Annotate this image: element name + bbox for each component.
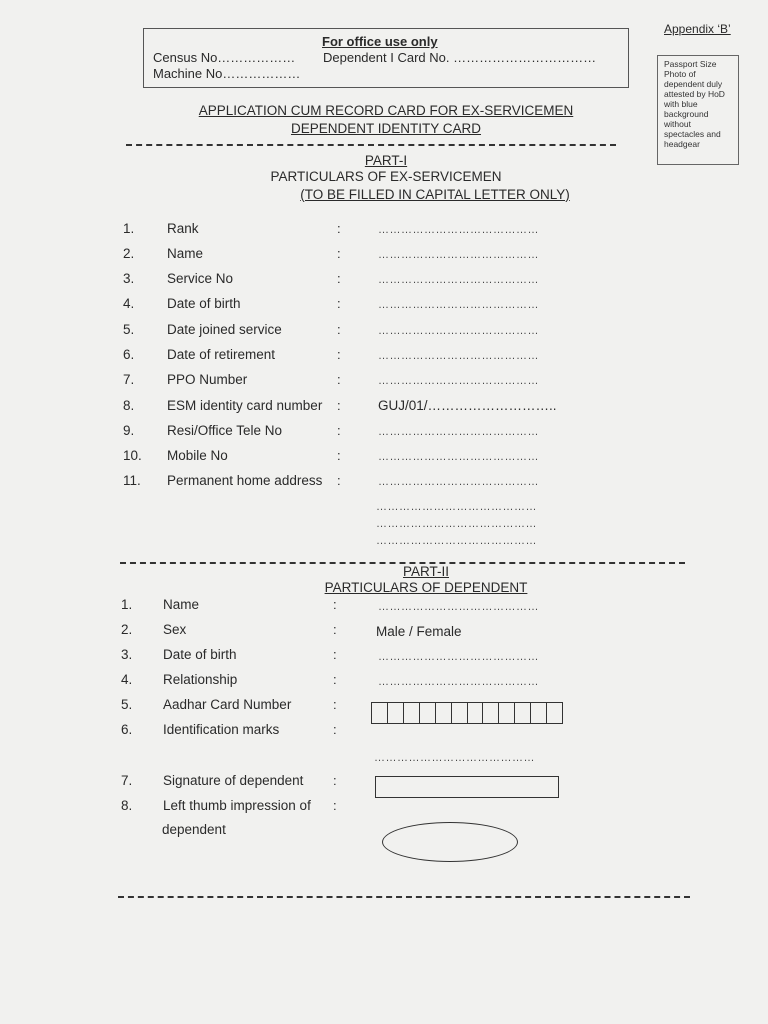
part1-row-value[interactable]: ……………………………………	[378, 224, 539, 236]
part2-row-label: Name	[163, 597, 200, 612]
thumb-impression-oval[interactable]	[382, 822, 518, 862]
part2-row-label: Sex	[163, 622, 187, 637]
part1-row-value[interactable]: ……………………………………	[378, 350, 539, 362]
part1-row-value[interactable]: ……………………………………	[378, 476, 539, 488]
part1-row-number: 3.	[123, 271, 135, 286]
part2-row-number: 6.	[121, 722, 133, 737]
divider	[126, 144, 616, 146]
colon: :	[337, 372, 341, 387]
part2-row-label: Relationship	[163, 672, 238, 687]
address-line-3: ……………………………………	[376, 518, 537, 530]
aadhar-number-boxes[interactable]	[371, 702, 563, 724]
colon: :	[333, 597, 337, 612]
part1-row-label: Permanent home address	[167, 473, 323, 488]
part2-row-value[interactable]: Male / Female	[376, 624, 462, 639]
part2-row-number: 7.	[121, 773, 133, 788]
signature-box[interactable]	[375, 776, 559, 798]
colon: :	[333, 622, 337, 637]
address-line-2: ……………………………………	[376, 501, 537, 513]
part2-row-label: Left thumb impression of	[163, 798, 311, 813]
colon: :	[337, 246, 341, 261]
part1-row-label: Resi/Office Tele No	[167, 423, 283, 438]
part1-row-number: 7.	[123, 372, 135, 387]
dependent-card-no-field: Dependent I Card No. ……………………………	[323, 50, 597, 65]
address-line-4: ……………………………………	[376, 535, 537, 547]
part2-row-number: 5.	[121, 697, 133, 712]
part1-row-label: Date of retirement	[167, 347, 276, 362]
form-title-line1: APPLICATION CUM RECORD CARD FOR EX-SERVICEMEN	[198, 103, 574, 118]
part1-row-number: 1.	[123, 221, 135, 236]
part1-row-number: 9.	[123, 423, 135, 438]
machine-no-field: Machine No………………	[153, 66, 301, 81]
thumb-label-continued: dependent	[162, 822, 226, 837]
colon: :	[333, 647, 337, 662]
part1-row-value[interactable]: ……………………………………	[378, 274, 539, 286]
photo-instructions: Passport Size Photo of dependent duly attested by HoD with blue background without spectacles and headgear	[664, 59, 725, 149]
part2-row-value[interactable]: ……………………………………	[378, 601, 539, 613]
part1-row-number: 5.	[123, 322, 135, 337]
appendix-label: Appendix ‘B’	[664, 22, 731, 36]
part1-row-label: Date of birth	[167, 296, 241, 311]
part2-subheading: PARTICULARS OF DEPENDENT	[324, 580, 528, 595]
part2-row-label: Aadhar Card Number	[163, 697, 292, 712]
part1-row-label: Name	[167, 246, 204, 261]
identification-marks-line: ……………………………………	[374, 752, 535, 764]
part1-row-value[interactable]: ……………………………………	[378, 426, 539, 438]
part1-heading: PART-I	[364, 153, 408, 168]
part1-row-value[interactable]: ……………………………………	[378, 325, 539, 337]
part1-note: (TO BE FILLED IN CAPITAL LETTER ONLY)	[300, 187, 570, 202]
part1-row-number: 10.	[123, 448, 142, 463]
part2-heading: PART-II	[402, 564, 449, 579]
passport-photo-box	[657, 55, 739, 165]
colon: :	[337, 448, 341, 463]
part1-row-number: 6.	[123, 347, 135, 362]
part1-row-label: Rank	[167, 221, 199, 236]
part2-row-number: 3.	[121, 647, 133, 662]
part1-row-number: 8.	[123, 398, 135, 413]
part2-row-label: Identification marks	[163, 722, 280, 737]
part2-row-number: 1.	[121, 597, 133, 612]
part1-row-value[interactable]: GUJ/01/………………………..	[378, 398, 557, 413]
part1-row-number: 4.	[123, 296, 135, 311]
form-title-line2: DEPENDENT IDENTITY CARD	[290, 121, 482, 136]
colon: :	[337, 271, 341, 286]
part2-row-label: Signature of dependent	[163, 773, 304, 788]
colon: :	[333, 773, 337, 788]
office-use-title: For office use only	[322, 34, 438, 49]
part1-row-value[interactable]: ……………………………………	[378, 375, 539, 387]
part1-row-value[interactable]: ……………………………………	[378, 451, 539, 463]
colon: :	[333, 697, 337, 712]
colon: :	[337, 221, 341, 236]
part1-subheading: PARTICULARS OF EX-SERVICEMEN	[270, 169, 502, 184]
colon: :	[337, 322, 341, 337]
part2-row-number: 8.	[121, 798, 133, 813]
colon: :	[337, 398, 341, 413]
part2-row-value[interactable]: ……………………………………	[378, 651, 539, 663]
colon: :	[337, 347, 341, 362]
part1-row-label: Mobile No	[167, 448, 228, 463]
colon: :	[337, 473, 341, 488]
part1-row-value[interactable]: ……………………………………	[378, 249, 539, 261]
part1-row-value[interactable]: ……………………………………	[378, 299, 539, 311]
part1-row-label: ESM identity card number	[167, 398, 323, 413]
part2-row-number: 2.	[121, 622, 133, 637]
colon: :	[337, 296, 341, 311]
divider	[118, 896, 690, 898]
part2-row-number: 4.	[121, 672, 133, 687]
colon: :	[333, 722, 337, 737]
part1-row-number: 11.	[123, 473, 141, 488]
part1-row-label: Service No	[167, 271, 234, 286]
part1-row-label: Date joined service	[167, 322, 282, 337]
part1-row-number: 2.	[123, 246, 135, 261]
part2-row-label: Date of birth	[163, 647, 237, 662]
colon: :	[333, 798, 337, 813]
part2-row-value[interactable]: ……………………………………	[378, 676, 539, 688]
colon: :	[333, 672, 337, 687]
census-no-field: Census No………………	[153, 50, 296, 65]
colon: :	[337, 423, 341, 438]
part1-row-label: PPO Number	[167, 372, 248, 387]
